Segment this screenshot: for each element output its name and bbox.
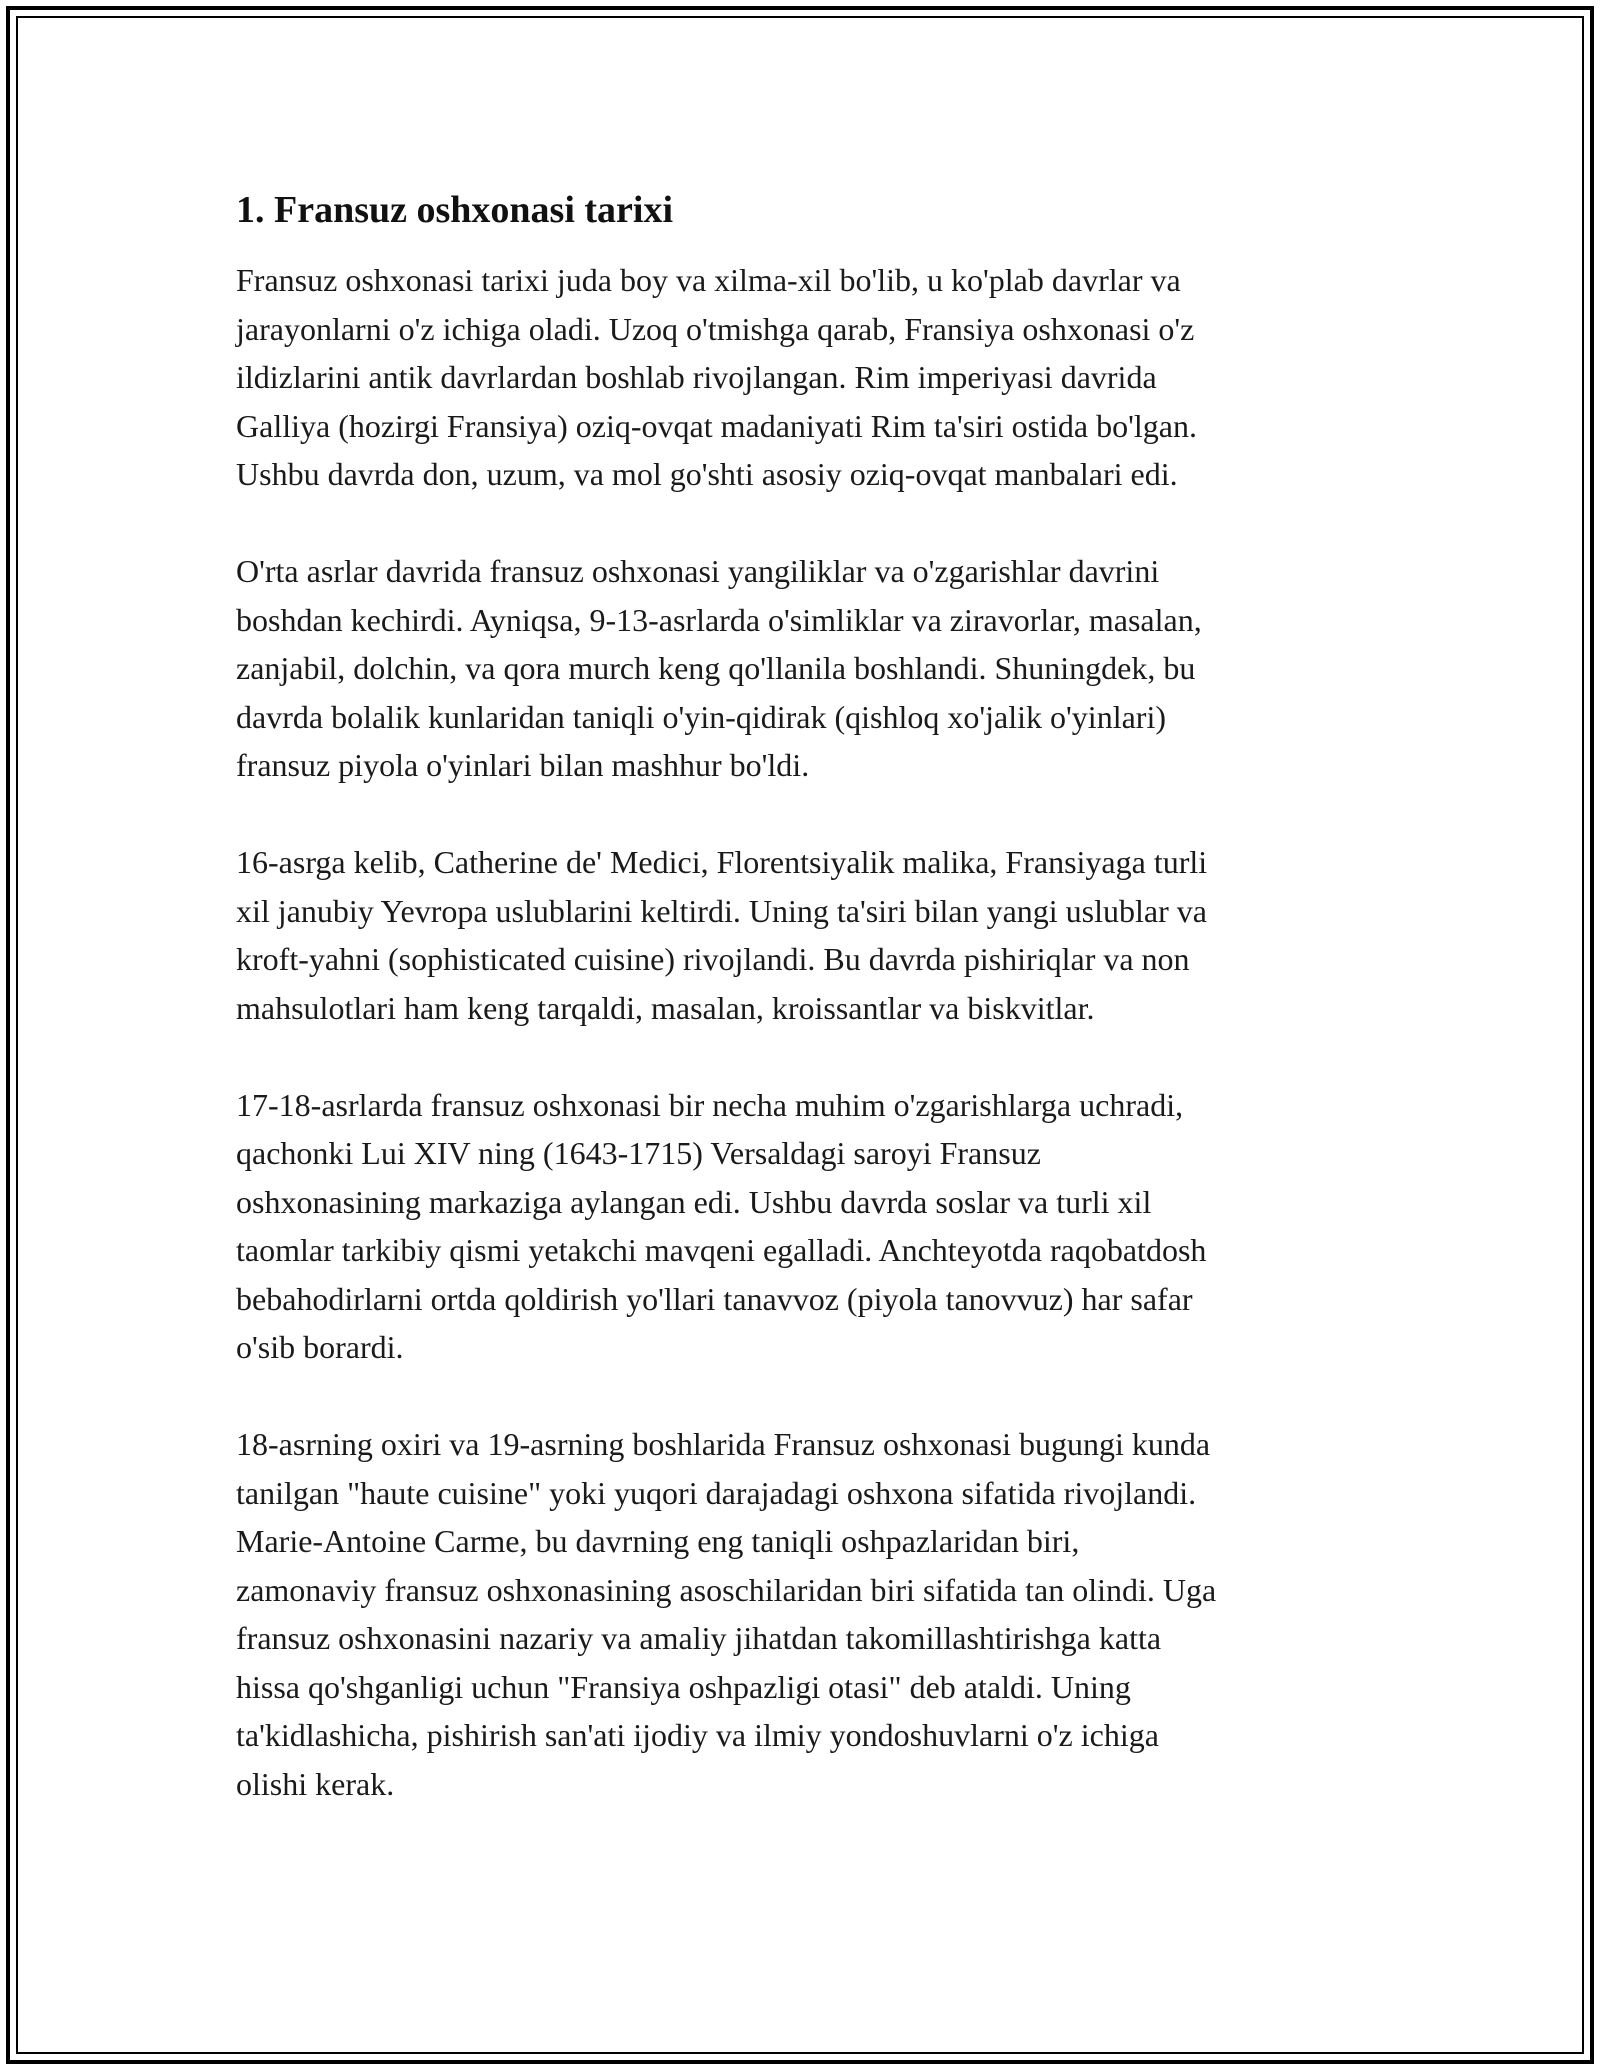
paragraph-5: 18-asrning oxiri va 19-asrning boshlarida Fransuz oshxonasi bugungi kunda tanilgan "haute cuisine" yoki yuqori darajadagi oshxona sifatida rivojlandi. Marie-Antoine Carme, bu davrning eng taniqli oshpazlaridan biri, zamonaviy fransuz oshxonasining asoschilaridan biri sifatida tan olindi. Uga fransuz oshxonasini nazariy va amaliy jihatdan takomillashtirishga katta hissa qo'shganligi uchun "Fransiya oshpazligi otasi" deb ataldi. Uning ta'kidlashicha, pishirish san'ati ijodiy va ilmiy yondoshuvlarni o'z ichiga olishi kerak. [236,1426,1217,1802]
paragraph-1: Fransuz oshxonasi tarixi juda boy va xilma-xil bo'lib, u ko'plab davrlar va jarayonlarni o'z ichiga oladi. Uzoq o'tmishga qarab, Fransiya oshxonasi o'z ildizlarini antik davrlardan boshlab rivojlangan. Rim imperiyasi davrida Galliya (hozirgi Fransiya) oziq-ovqat madaniyati Rim ta'siri ostida bo'lgan. Ushbu davrda don, uzum, va mol go'shti asosiy oziq-ovqat manbalari edi. [236,262,1197,492]
document-body [236,186,1366,1857]
paragraph-4: 17-18-asrlarda fransuz oshxonasi bir necha muhim o'zgarishlarga uchradi, qachonki Lui XIV ning (1643-1715) Versaldagi saroyi Fransuz oshxonasining markaziga aylangan edi. Ushbu davrda soslar va turli xil taomlar tarkibiy qismi yetakchi mavqeni egalladi. Anchteyotda raqobatdosh bebahodirlarni ortda qoldirish yo'llari tanavvoz (piyola tanovvuz) har safar o'sib borardi. [236,1086,1207,1365]
paragraph-2: O'rta asrlar davrida fransuz oshxonasi yangiliklar va o'zgarishlar davrini boshdan kechirdi. Ayniqsa, 9-13-asrlarda o'simliklar va ziravorlar, masalan, zanjabil, dolchin, va qora murch keng qo'llanila boshlandi. Shuningdek, bu davrda bolalik kunlaridan taniqli o'yin-qidirak (qishloq xo'jalik o'yinlari) fransuz piyola o'yinlari bilan mashhur bo'ldi. [236,553,1202,783]
section-heading: 1. Fransuz oshxonasi tarixi [236,189,674,231]
paragraph-3: 16-asrga kelib, Catherine de' Medici, Florentsiyalik malika, Fransiyaga turli xil janubiy Yevropa uslublarini keltirdi. Uning ta'siri bilan yangi uslublar va kroft-yahni (sophisticated cuisine) rivojlandi. Bu davrda pishiriqlar va non mahsulotlari ham keng tarqaldi, masalan, kroissantlar va biskvitlar. [236,844,1208,1026]
